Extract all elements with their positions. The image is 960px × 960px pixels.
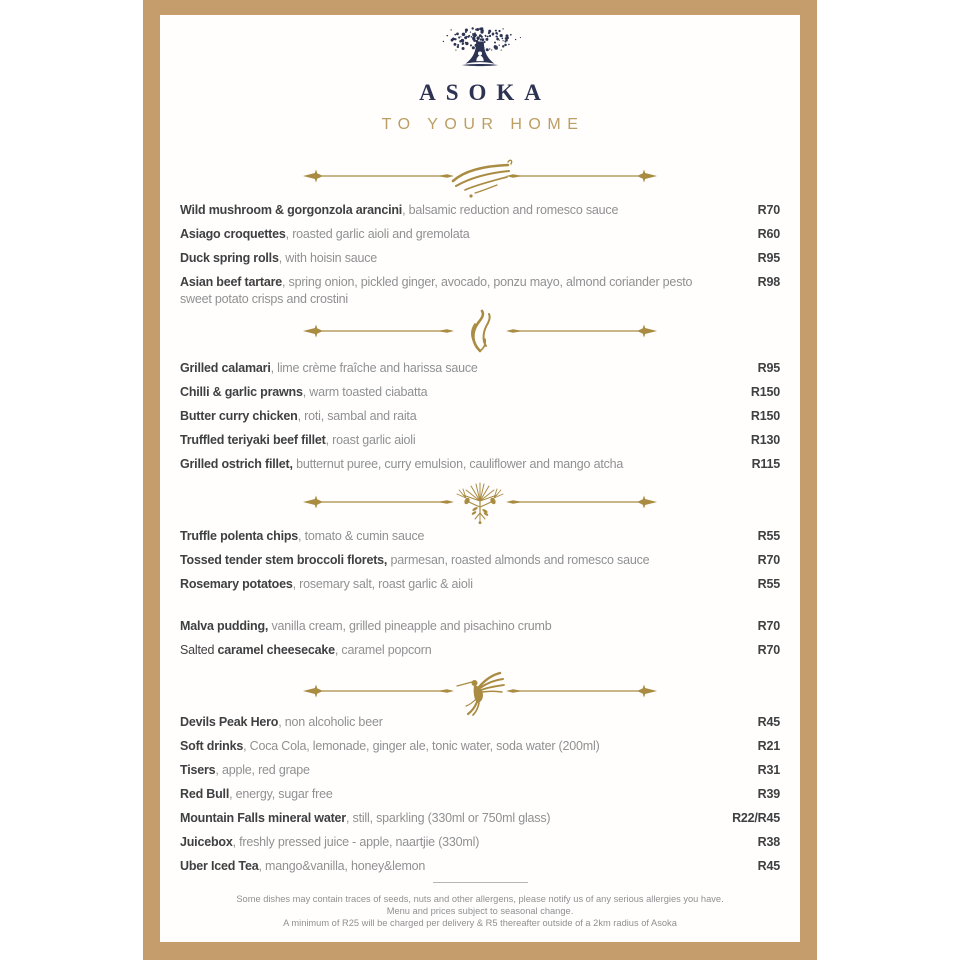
item-name: caramel cheesecake — [217, 643, 335, 657]
item-name: Rosemary potatoes — [180, 577, 293, 591]
item-desc: butternut puree, curry emulsion, cauliflower and mango atcha — [292, 457, 624, 471]
item-name: Wild mushroom & gorgonzola arancini — [180, 203, 403, 217]
item-name: Tisers — [180, 763, 216, 777]
item-price: R150 — [750, 409, 780, 423]
menu-item — [180, 738, 780, 755]
item-name: Asian beef tartare — [180, 275, 282, 289]
menu-item — [180, 384, 780, 401]
item-text — [180, 408, 735, 425]
menu-item — [180, 360, 780, 377]
item-price: R70 — [757, 553, 780, 567]
item-desc: , still, sparkling (330ml or 750ml glass) — [345, 811, 551, 825]
menu-item — [180, 576, 780, 593]
flame-icon — [472, 311, 490, 351]
brand-title: ASOKA — [419, 80, 551, 105]
item-text — [180, 810, 732, 827]
item-price: R45 — [757, 859, 780, 873]
item-name: Chilli & garlic prawns — [180, 385, 303, 399]
footer-line-allergens: Some dishes may contain traces of seeds, nuts and other allergens, please notify us of any serious allergies you have. — [236, 894, 724, 904]
menu-item — [180, 202, 780, 219]
item-text — [180, 384, 735, 401]
item-desc: , mango&vanilla, honey&lemon — [258, 859, 426, 873]
menu-item — [180, 226, 780, 243]
item-text — [180, 274, 735, 308]
menu-item — [180, 858, 780, 875]
item-text — [180, 528, 735, 545]
item-price: R70 — [757, 203, 780, 217]
item-desc: , freshly pressed juice - apple, naartjie (330ml) — [232, 835, 480, 849]
item-desc: , roti, sambal and raita — [297, 409, 417, 423]
menu-item — [180, 250, 780, 267]
item-desc: , apple, red grape — [215, 763, 310, 777]
menu-item — [180, 528, 780, 545]
menu-item — [180, 810, 780, 827]
waves-icon — [453, 160, 512, 197]
item-price: R55 — [757, 577, 780, 591]
footer-line-seasonal: Menu and prices subject to seasonal change. — [386, 906, 574, 916]
item-text — [180, 360, 735, 377]
item-text — [180, 576, 735, 593]
item-desc: , rosemary salt, roast garlic & aioli — [292, 577, 473, 591]
item-price: R98 — [757, 275, 780, 289]
menu-section — [180, 618, 780, 659]
item-price: R45 — [757, 715, 780, 729]
menu-page — [160, 15, 800, 942]
footer-note — [180, 893, 780, 929]
item-name: Malva pudding, — [180, 619, 269, 633]
item-text — [180, 762, 735, 779]
item-price: R150 — [750, 385, 780, 399]
item-desc: , Coca Cola, lemonade, ginger ale, tonic water, soda water (200ml) — [243, 739, 600, 753]
menu-item — [180, 714, 780, 731]
item-price: R31 — [757, 763, 780, 777]
item-desc: , lime crème fraîche and harissa sauce — [270, 361, 478, 375]
menu-section — [180, 528, 780, 593]
menu-item — [180, 456, 780, 473]
item-name: Red Bull — [180, 787, 230, 801]
item-text — [180, 618, 735, 635]
item-price: R95 — [757, 251, 780, 265]
item-price: R39 — [757, 787, 780, 801]
brand-subtitle: TO YOUR HOME — [381, 116, 585, 133]
item-desc: , non alcoholic beer — [278, 715, 383, 729]
item-text — [180, 786, 735, 803]
item-text — [180, 202, 735, 219]
menu-item — [180, 274, 780, 308]
menu-item — [180, 642, 780, 659]
hummingbird-icon — [457, 673, 504, 715]
item-price: R70 — [757, 643, 780, 657]
menu-item — [180, 762, 780, 779]
menu-item — [180, 408, 780, 425]
menu-item — [180, 618, 780, 635]
item-name: Duck spring rolls — [180, 251, 279, 265]
item-price: R95 — [757, 361, 780, 375]
menu-item — [180, 786, 780, 803]
item-name-prefix: Salted — [180, 643, 218, 657]
item-price: R38 — [757, 835, 780, 849]
section-divider-waves — [300, 154, 660, 198]
item-price: R22/R45 — [732, 811, 780, 825]
item-name: Juicebox — [180, 835, 233, 849]
item-text — [180, 834, 735, 851]
footer-line-delivery: A minimum of R25 will be charged per delivery & R5 thereafter outside of a 2km radius of Asoka — [283, 918, 677, 928]
footer-divider — [433, 882, 528, 883]
section-divider-protea — [300, 480, 660, 524]
item-text — [180, 250, 735, 267]
menu-item — [180, 552, 780, 569]
item-name: Uber Iced Tea — [180, 859, 259, 873]
item-name: Devils Peak Hero — [180, 715, 279, 729]
menu-item — [180, 432, 780, 449]
item-desc: parmesan, roasted almonds and romesco sauce — [387, 553, 650, 567]
item-desc: , warm toasted ciabatta — [302, 385, 428, 399]
item-price: R130 — [750, 433, 780, 447]
item-text — [180, 642, 735, 659]
compass-arrow-icon — [303, 325, 657, 338]
item-text — [180, 226, 735, 243]
menu-section — [180, 714, 780, 875]
item-desc: , caramel popcorn — [334, 643, 432, 657]
item-name: Asiago croquettes — [180, 227, 286, 241]
section-divider-hummingbird — [300, 666, 660, 716]
item-name: Grilled calamari — [180, 361, 271, 375]
item-price: R70 — [757, 619, 780, 633]
item-name: Butter curry chicken — [180, 409, 298, 423]
item-price: R115 — [751, 457, 780, 471]
menu-frame — [143, 0, 817, 960]
item-price: R21 — [757, 739, 780, 753]
item-text — [180, 858, 735, 875]
bodhi-tree-icon — [434, 27, 526, 79]
menu-section — [180, 202, 780, 308]
item-desc: , roast garlic aioli — [325, 433, 416, 447]
item-price: R60 — [757, 227, 780, 241]
item-price: R55 — [757, 529, 780, 543]
item-name: Truffle polenta chips — [180, 529, 299, 543]
item-text — [180, 552, 735, 569]
item-desc-line2: sweet potato crisps and crostini — [180, 292, 348, 306]
item-desc: , tomato & cumin sauce — [298, 529, 425, 543]
protea-icon — [457, 483, 503, 524]
item-text — [180, 738, 735, 755]
menu-section — [180, 360, 780, 473]
item-text — [180, 432, 735, 449]
item-name: Grilled ostrich fillet, — [180, 457, 293, 471]
item-text — [180, 456, 735, 473]
item-name: Truffled teriyaki beef fillet — [180, 433, 326, 447]
item-text — [180, 714, 735, 731]
item-desc: , roasted garlic aioli and gremolata — [285, 227, 470, 241]
section-divider-flame — [300, 309, 660, 353]
item-desc: , balsamic reduction and romesco sauce — [402, 203, 619, 217]
item-desc: , with hoisin sauce — [278, 251, 378, 265]
item-desc: , spring onion, pickled ginger, avocado, ponzu mayo, almond coriander pesto — [282, 275, 693, 289]
item-name: Soft drinks — [180, 739, 244, 753]
menu-item — [180, 834, 780, 851]
item-name: Mountain Falls mineral water — [180, 811, 346, 825]
item-name: Tossed tender stem broccoli florets, — [180, 553, 388, 567]
item-desc: vanilla cream, grilled pineapple and pisachino crumb — [268, 619, 552, 633]
item-desc: , energy, sugar free — [229, 787, 333, 801]
